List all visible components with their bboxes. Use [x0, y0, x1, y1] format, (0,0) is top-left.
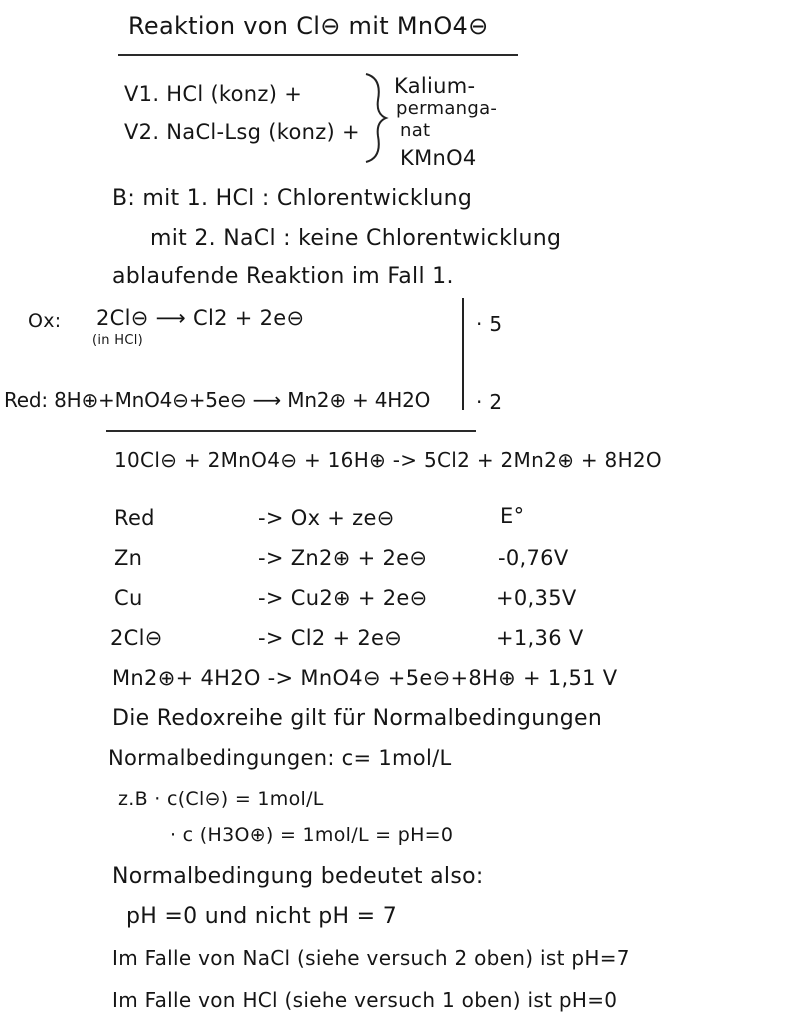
- redox-row-e0: +0,35V: [496, 586, 577, 610]
- redox-row-red: Red: [114, 506, 155, 530]
- note-example-h3o: · c (H3O⊕) = 1mol/L = pH=0: [170, 824, 454, 846]
- balance-bar: [462, 298, 464, 410]
- overall-equation: 10Cl⊖ + 2MnO4⊖ + 16H⊕ -> 5Cl2 + 2Mn2⊕ + 8H2O: [114, 448, 662, 472]
- observation-2: mit 2. NaCl : keine Chlorentwicklung: [150, 226, 562, 251]
- versuch-2: V2. NaCl-Lsg (konz) +: [124, 120, 360, 144]
- reagent-line-2: permanga-: [396, 98, 498, 119]
- permanganate-line: Mn2⊕+ 4H2O -> MnO4⊖ +5e⊖+8H⊕ + 1,51 V: [112, 666, 618, 690]
- ox-equation: 2Cl⊖ ⟶ Cl2 + 2e⊖: [96, 306, 305, 330]
- note-bedeutet: Normalbedingung bedeutet also:: [112, 864, 484, 889]
- reagent-line-4: KMnO4: [400, 146, 477, 170]
- redox-row-red: Zn: [114, 546, 143, 570]
- ox-factor: · 5: [476, 312, 503, 336]
- redox-row-ox: -> Zn2⊕ + 2e⊖: [258, 546, 428, 570]
- note-nacl: Im Falle von NaCl (siehe versuch 2 oben) ist pH=7: [112, 946, 630, 970]
- redox-row-red: 2Cl⊖: [110, 626, 163, 650]
- observation-1: B: mit 1. HCl : Chlorentwicklung: [112, 186, 473, 211]
- redox-row-e0: E°: [500, 504, 525, 528]
- note-normalbedingungen: Normalbedingungen: c= 1mol/L: [108, 746, 452, 770]
- redox-row-e0: +1,36 V: [496, 626, 584, 650]
- reagent-brace: [360, 70, 390, 165]
- red-factor: · 2: [476, 390, 503, 414]
- sum-line: [106, 430, 476, 432]
- page-title: Reaktion von Cl⊖ mit MnO4⊖: [128, 12, 489, 40]
- versuch-1: V1. HCl (konz) +: [124, 82, 303, 106]
- redox-row-ox: -> Cu2⊕ + 2e⊖: [258, 586, 428, 610]
- note-example-cl: z.B · c(Cl⊖) = 1mol/L: [118, 788, 324, 810]
- observation-3: ablaufende Reaktion im Fall 1.: [112, 264, 454, 289]
- note-hcl: Im Falle von HCl (siehe versuch 1 oben) ist pH=0: [112, 988, 618, 1012]
- ox-note: (in HCl): [92, 333, 143, 348]
- red-equation: Red: 8H⊕+MnO4⊖+5e⊖ ⟶ Mn2⊕ + 4H2O: [4, 388, 431, 412]
- title-underline: [118, 54, 518, 56]
- note-ph: pH =0 und nicht pH = 7: [126, 904, 398, 929]
- ox-label: Ox:: [28, 310, 62, 332]
- redox-row-ox: -> Ox + ze⊖: [258, 506, 395, 530]
- reagent-line-3: nat: [400, 120, 431, 141]
- redox-row-e0: -0,76V: [498, 546, 569, 570]
- note-redoxreihe: Die Redoxreihe gilt für Normalbedingungen: [112, 706, 603, 731]
- redox-row-red: Cu: [114, 586, 143, 610]
- reagent-line-1: Kalium-: [394, 74, 476, 98]
- redox-row-ox: -> Cl2 + 2e⊖: [258, 626, 403, 650]
